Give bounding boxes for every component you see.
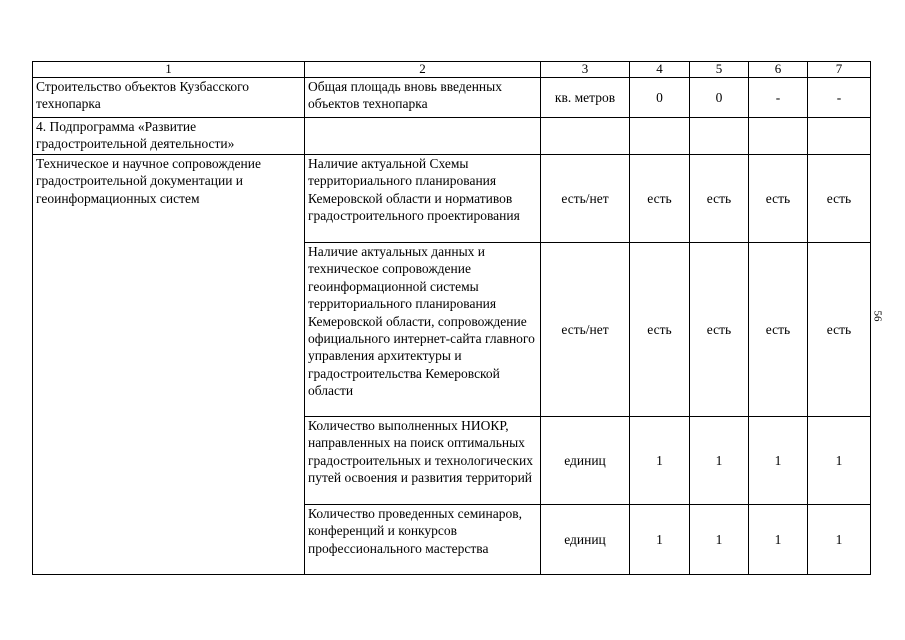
table-row: [33, 155, 871, 243]
empty-cell: [630, 118, 690, 155]
indicator-cell: Количество проведенных семинаров, конференций и конкурсов профессионального мастерства: [305, 505, 541, 575]
value-cell: 1: [690, 417, 749, 505]
indicator-cell: Наличие актуальных данных и техническое сопровождение геоинформационной системы территориального планирования Кемеровской области, сопровождение официального интернет-сайта главного управления архитектуры и градостроительства Кемеровской области: [305, 243, 541, 417]
value-cell: есть: [690, 155, 749, 243]
column-number-5: 5: [690, 62, 749, 78]
indicator-cell: Количество выполненных НИОКР, направленных на поиск оптимальных градостроительных и технологических путей освоения и развития территорий: [305, 417, 541, 505]
value-cell: есть: [749, 243, 808, 417]
unit-cell: есть/нет: [541, 243, 630, 417]
value-cell: 1: [630, 417, 690, 505]
empty-cell: [749, 118, 808, 155]
column-number-1: 1: [33, 62, 305, 78]
column-number-7: 7: [808, 62, 871, 78]
row-name-cell: Техническое и научное сопровождение градостроительной документации и геоинформационных систем: [33, 155, 305, 575]
indicator-cell: Общая площадь вновь введенных объектов технопарка: [305, 78, 541, 118]
unit-cell: единиц: [541, 417, 630, 505]
value-cell: есть: [690, 243, 749, 417]
value-cell: 1: [630, 505, 690, 575]
empty-cell: [808, 118, 871, 155]
empty-cell: [305, 118, 541, 155]
unit-cell: единиц: [541, 505, 630, 575]
value-cell: 1: [749, 417, 808, 505]
value-cell: есть: [630, 155, 690, 243]
value-cell: 1: [808, 505, 871, 575]
empty-cell: [690, 118, 749, 155]
value-cell: -: [749, 78, 808, 118]
column-number-3: 3: [541, 62, 630, 78]
column-number-4: 4: [630, 62, 690, 78]
value-cell: 0: [630, 78, 690, 118]
indicators-table: [32, 61, 871, 575]
value-cell: есть: [808, 243, 871, 417]
value-cell: есть: [808, 155, 871, 243]
value-cell: 1: [808, 417, 871, 505]
empty-cell: [541, 118, 630, 155]
value-cell: есть: [630, 243, 690, 417]
value-cell: есть: [749, 155, 808, 243]
value-cell: 1: [749, 505, 808, 575]
unit-cell: кв. метров: [541, 78, 630, 118]
value-cell: 0: [690, 78, 749, 118]
indicator-cell: Наличие актуальной Схемы территориального планирования Кемеровской области и нормативов градостроительного проектирования: [305, 155, 541, 243]
table-header-row: [33, 62, 871, 78]
value-cell: 1: [690, 505, 749, 575]
column-number-2: 2: [305, 62, 541, 78]
unit-cell: есть/нет: [541, 155, 630, 243]
row-name-cell: Строительство объектов Кузбасского технопарка: [33, 78, 305, 118]
subprogram-title-cell: 4. Подпрограмма «Развитие градостроительной деятельности»: [33, 118, 305, 155]
table-row: [33, 78, 871, 118]
column-number-6: 6: [749, 62, 808, 78]
value-cell: -: [808, 78, 871, 118]
page-number: 56: [871, 310, 884, 322]
subprogram-row: [33, 118, 871, 155]
